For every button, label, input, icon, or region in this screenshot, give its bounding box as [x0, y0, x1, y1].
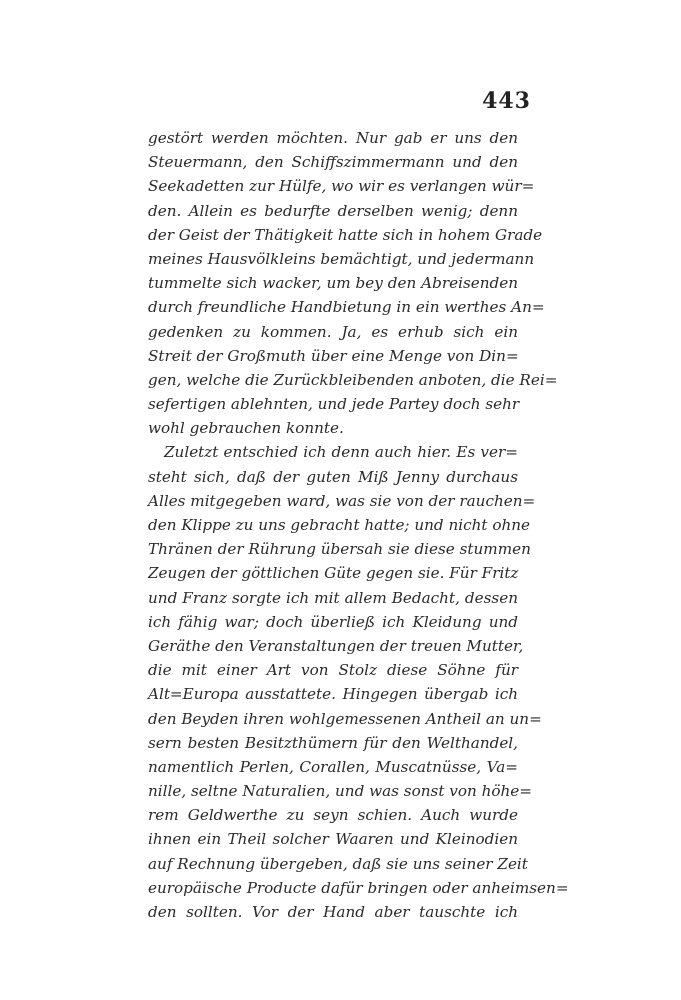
text-line: Thränen der Rührung übersah sie diese stummen [148, 540, 531, 559]
text-line: gedenken zu kommen. Ja, es erhub sich ein [148, 322, 518, 341]
text-line: nille, seltne Naturalien, und was sonst von höhe= [148, 782, 533, 801]
text-line: ich fähig war; doch überließ ich Kleidung und [148, 612, 518, 631]
text-line: Steuermann, den Schiffszimmermann und den [148, 153, 518, 172]
text-line: rem Geldwerthe zu seyn schien. Auch wurde [148, 806, 518, 825]
paragraph-start-line: Zuletzt entschied ich denn auch hier. Es ver= [164, 443, 518, 462]
text-line: den sollten. Vor der Hand aber tauschte ich [148, 903, 518, 921]
text-line: den Klippe zu uns gebracht hatte; und nicht ohne [148, 516, 531, 534]
text-line: Alt=Europa ausstattete. Hingegen übergab ich [148, 685, 518, 704]
text-line: meines Hausvölkleins bemächtigt, und jedermann [148, 249, 535, 268]
text-line: Zeugen der göttlichen Güte gegen sie. Für Fritz [148, 564, 519, 583]
text-line: tummelte sich wacker, um bey den Abreisenden [148, 274, 518, 293]
text-line: auf Rechnung übergeben, daß sie uns seiner Zeit [148, 854, 528, 873]
text-line: und Franz sorgte ich mit allem Bedacht, dessen [148, 588, 518, 607]
text-line: europäische Producte dafür bringen oder anheimsen= [148, 878, 569, 897]
text-line: Geräthe den Veranstaltungen der treuen Mutter, [148, 636, 524, 655]
text-line: die mit einer Art von Stolz diese Söhne für [148, 661, 518, 680]
page-number: 443 [482, 88, 531, 114]
text-line: steht sich, daß der guten Miß Jenny durchaus [148, 467, 518, 486]
text-line: namentlich Perlen, Corallen, Muscatnüsse, Va= [148, 757, 518, 776]
text-line: durch freundliche Handbietung in ein werthes An= [148, 298, 545, 317]
text-line: ihnen ein Theil solcher Waaren und Kleinodien [148, 830, 518, 849]
text-line: Alles mitgegeben ward, was sie von der rauchen= [148, 491, 536, 510]
text-line: gestört werden möchten. Nur gab er uns den [148, 129, 518, 147]
text-line: sern besten Besitzthümern für den Welthandel, [148, 733, 518, 752]
text-line: der Geist der Thätigkeit hatte sich in hohem Grade [148, 225, 543, 244]
text-line: Streit der Großmuth über eine Menge von Din= [148, 346, 519, 365]
text-line: den Beyden ihren wohlgemessenen Antheil an un= [148, 709, 542, 728]
text-line: den. Allein es bedurfte derselben wenig; denn [148, 201, 518, 220]
body-text [148, 126, 569, 924]
text-line: Seekadetten zur Hülfe, wo wir es verlangen wür= [148, 177, 535, 196]
paragraph-end-line: wohl gebrauchen konnte. [148, 419, 344, 438]
text-line: sefertigen ablehnten, und jede Partey doch sehr [148, 395, 520, 414]
text-line: gen, welche die Zurückbleibenden anboten, die Rei= [148, 370, 558, 389]
